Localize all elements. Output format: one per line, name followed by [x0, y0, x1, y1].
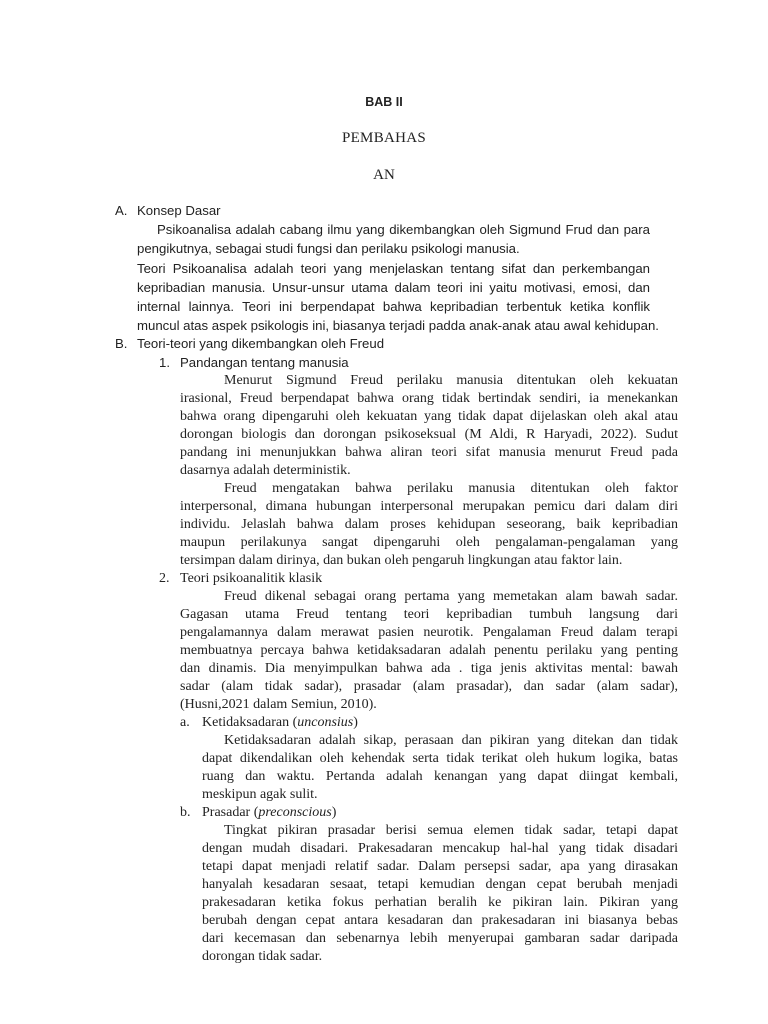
- item-2-p1-line: Gagasan utama Freud tentang teori kepribadian tumbuh langsung dari: [180, 607, 678, 622]
- section-a-marker: A.: [115, 203, 128, 218]
- sub-b-line: dari kecemasan dan sebenarnya lebih menyerupai gambaran sadar daripada: [202, 931, 678, 946]
- item-1-p2-line: tersimpan dalam dirinya, dan bukan oleh pengaruh lingkungan atau faktor lain.: [180, 553, 623, 568]
- sub-b-title-term: preconscious: [258, 805, 332, 820]
- item-1-p2-line: interpersonal, dimana hubungan interpersonal merupakan pemicu dari dalam diri: [180, 499, 678, 514]
- item-2-p1-line: pengalamannya dalam merawat pasien neurotik. Pengalaman Freud dalam terapi: [180, 625, 678, 640]
- item-2-marker: 2.: [159, 571, 170, 586]
- sub-a-title-term: unconsius: [297, 715, 354, 730]
- item-1-p1-line: irasional, Freud berpendapat bahwa orang tidak bertindak sendiri, ia menekankan: [180, 391, 678, 406]
- item-1-p1-line: pandang ini menunjukkan bahwa aliran teori sifat manusia menurut Freud pada: [180, 445, 678, 460]
- section-a-p2-line: muncul atas aspek psikologis ini, biasanya terjadi padda anak-anak atau awal kehidupan.: [137, 318, 659, 333]
- item-2-p1-line: sadar (alam tidak sadar), prasadar (alam prasadar), dan sadar (alam sadar),: [180, 679, 678, 694]
- sub-a-line: Ketidaksadaran adalah sikap, perasaan dan pikiran yang ditekan dan tidak: [224, 733, 678, 748]
- sub-b-title-text: Prasadar (: [202, 805, 259, 820]
- sub-b-line: dorongan tidak sadar.: [202, 949, 323, 964]
- sub-b-title-close: ): [331, 805, 337, 820]
- section-a-p2-line: Teori Psikoanalisa adalah teori yang menjelaskan tentang sifat dan perkembangan: [137, 261, 650, 276]
- section-a-title: Konsep Dasar: [137, 203, 221, 218]
- item-1-p2-line: Freud mengatakan bahwa perilaku manusia ditentukan oleh faktor: [224, 481, 678, 496]
- sub-a-line: ruang dan waktu. Pertanda adalah kenangan yang dapat diingat kembali,: [202, 769, 678, 784]
- section-a-p2-line: internal lainnya. Teori ini berpendapat bahwa kepribadian terbentuk ketika konflik: [137, 299, 650, 314]
- sub-a-line: meskipun agak sulit.: [202, 787, 318, 802]
- item-2-title: Teori psikoanalitik klasik: [180, 571, 323, 586]
- item-2-p1-line: (Husni,2021 dalam Semiun, 2010).: [180, 697, 377, 712]
- item-1-p1-line: dorongan biologis dan dorongan psikoseksual (M Aldi, R Haryadi, 2022). Sudut: [180, 427, 678, 442]
- section-a-p1-line: Psikoanalisa adalah cabang ilmu yang dikembangkan oleh Sigmund Frud dan para: [157, 222, 650, 237]
- chapter-title-line1: PEMBAHAS: [341, 130, 427, 146]
- sub-a-marker: a.: [180, 715, 190, 730]
- sub-b-title: [202, 805, 336, 821]
- sub-b-line: dengan mudah disadari. Prakesadaran mencakup hal-hal yang tidak disadari: [202, 841, 678, 856]
- sub-b-line: Tingkat pikiran prasadar berisi semua elemen tidak sadar, tetapi dapat: [224, 823, 678, 838]
- sub-b-line: hanyalah kesadaran sesaat, tetapi kemudian dengan cepat berubah menjadi: [202, 877, 678, 892]
- sub-b-line: berubah dengan cepat antara kesadaran dan prakesadaran ini biasanya bebas: [202, 913, 678, 928]
- section-b-title: Teori-teori yang dikembangkan oleh Freud: [137, 336, 385, 351]
- chapter-title-line2: AN: [373, 167, 395, 183]
- item-2-p1-line: Freud dikenal sebagai orang pertama yang memetakan alam bawah sadar.: [224, 589, 678, 604]
- sub-b-line: prakesadaran ketika fokus perhatian beralih ke pikiran lain. Pikiran yang: [202, 895, 678, 910]
- item-1-p2-line: individu. Jelaslah bahwa dalam proses kehidupan seseorang, baik kepribadian: [180, 517, 678, 532]
- section-b-marker: B.: [115, 336, 128, 351]
- item-1-p2-line: maupun perilakunya sangat dipengaruhi oleh pengalaman-pengalaman yang: [180, 535, 678, 550]
- chapter-label: BAB II: [365, 95, 403, 109]
- sub-b-marker: b.: [180, 805, 191, 820]
- sub-a-line: dapat dikendalikan oleh kehendak serta tidak terikat oleh hukum logika, batas: [202, 751, 678, 766]
- item-2-p1-line: dan dinamis. Dia menyimpulkan bahwa ada . tiga jenis aktivitas mental: bawah: [180, 661, 678, 676]
- sub-a-title-text: Ketidaksadaran (: [202, 715, 298, 730]
- section-a-p1-line: pengikutnya, sebagai studi fungsi dan perilaku psikologi manusia.: [137, 241, 520, 256]
- sub-a-title-close: ): [353, 715, 358, 730]
- item-1-p1-line: dasarnya adalah deterministik.: [180, 463, 351, 478]
- item-1-p1-line: Menurut Sigmund Freud perilaku manusia ditentukan oleh kekuatan: [224, 373, 678, 388]
- sub-a-title: [202, 715, 358, 731]
- item-1-marker: 1.: [159, 355, 170, 370]
- item-2-p1-line: membuatnya percaya bahwa ketidaksadaran adalah penentu perilaku yang penting: [180, 643, 678, 658]
- section-a-p2-line: kepribadian manusia. Unsur-unsur utama dalam teori ini yaitu motivasi, emosi, dan: [137, 280, 650, 295]
- item-1-p1-line: bahwa orang dipengaruhi oleh kekuatan yang tidak dapat dijelaskan oleh akal atau: [180, 409, 678, 424]
- sub-b-line: tetapi dapat menjadi relatif sadar. Dalam persepsi sadar, apa yang dirasakan: [202, 859, 678, 874]
- item-1-title: Pandangan tentang manusia: [180, 355, 349, 370]
